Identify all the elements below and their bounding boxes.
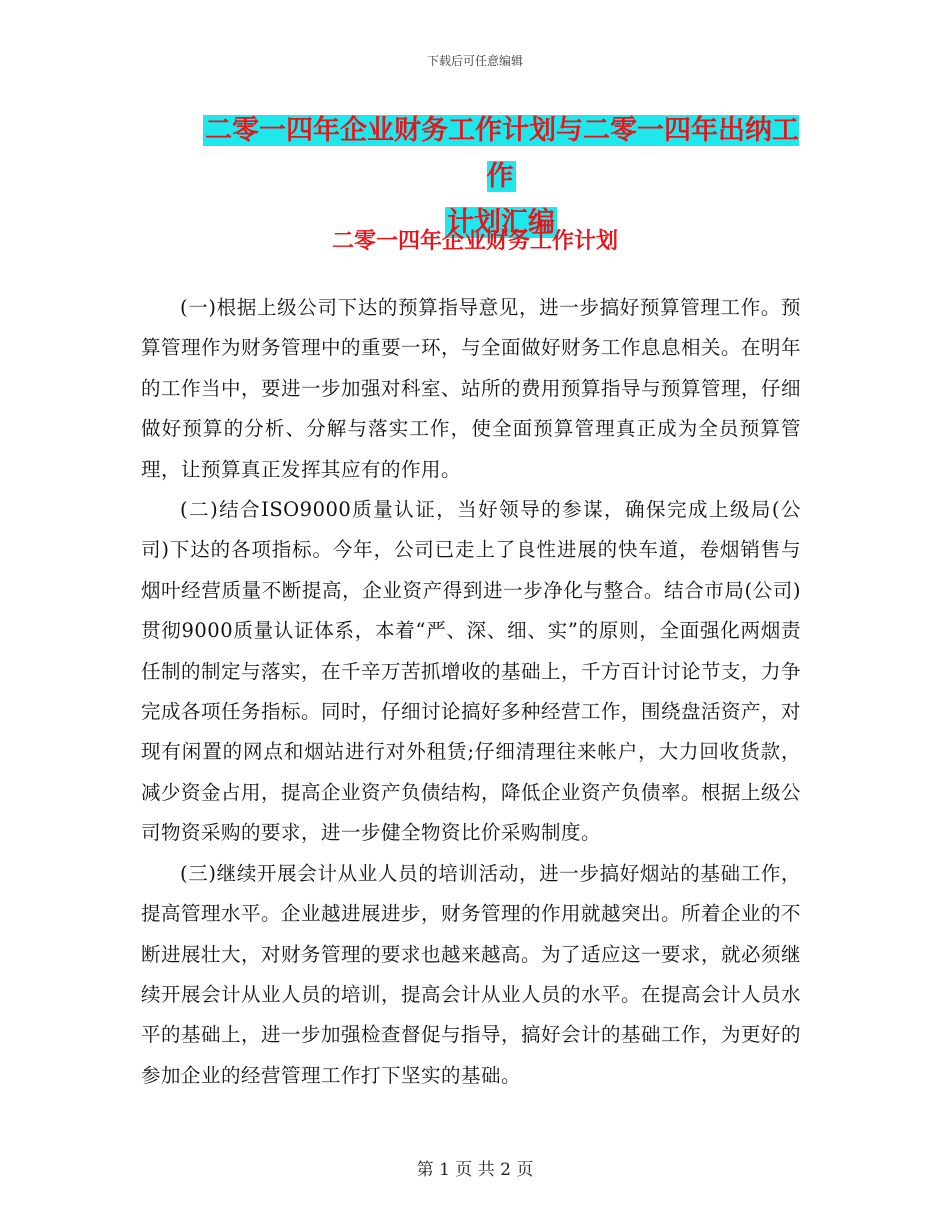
header-note: 下载后可任意编辑 (426, 54, 523, 68)
paragraph-3: (三)继续开展会计从业人员的培训活动，进一步搞好烟站的基础工作，提高管理水平。企业越进展进步，财务管理的作用就越突出。所着企业的不断进展壮大，对财务管理的要求也越来越高。为了适应这一要求，就必须继续开展会计从业人员的培训，提高会计从业人员的水平。在提高会计人员水平的基础上，进一步加强检查督促与指导，搞好会计的基础工作，为更好的参加企业的经营管理工作打下坚实的基础。 (141, 861, 802, 1087)
body-text (141, 288, 801, 1096)
document-title-line-2: 计划汇编 (447, 207, 555, 238)
paragraph-1: (一)根据上级公司下达的预算指导意见，进一步搞好预算管理工作。预算管理作为财务管理中的重要一环，与全面做好财务工作息息相关。在明年的工作当中，要进一步加强对科室、站所的费用预算指导与预算管理，仔细做好预算的分析、分解与落实工作，使全面预算管理真正成为全员预算管理，让预算真正发挥其应有的作用。 (141, 296, 802, 481)
page-footer: 第 1 页 共 2 页 (416, 1160, 534, 1180)
section-title: 二零一四年企业财务工作计划 (331, 229, 618, 254)
paragraph-2: (二)结合ISO9000质量认证，当好领导的参谋，确保完成上级局(公司)下达的各项指标。今年，公司已走上了良性进展的快车道，卷烟销售与烟叶经营质量不断提高，企业资产得到进一步净化与整合。结合市局(公司)贯彻9000质量认证体系，本着“严、深、细、实”的原则，全面强化两烟责任制的制定与落实，在千辛万苦抓增收的基础上，千方百计讨论节支，力争完成各项任务指标。同时，仔细讨论搞好多种经营工作，围绕盘活资产，对现有闲置的网点和烟站进行对外租赁;仔细清理往来帐户，大力回收货款，减少资金占用，提高企业资产负债结构，降低企业资产负债率。根据上级公司物资采购的要求，进一步健全物资比价采购制度。 (141, 498, 802, 845)
document-title-line-1: 二零一四年企业财务工作计划与二零一四年出纳工作 (205, 115, 799, 192)
